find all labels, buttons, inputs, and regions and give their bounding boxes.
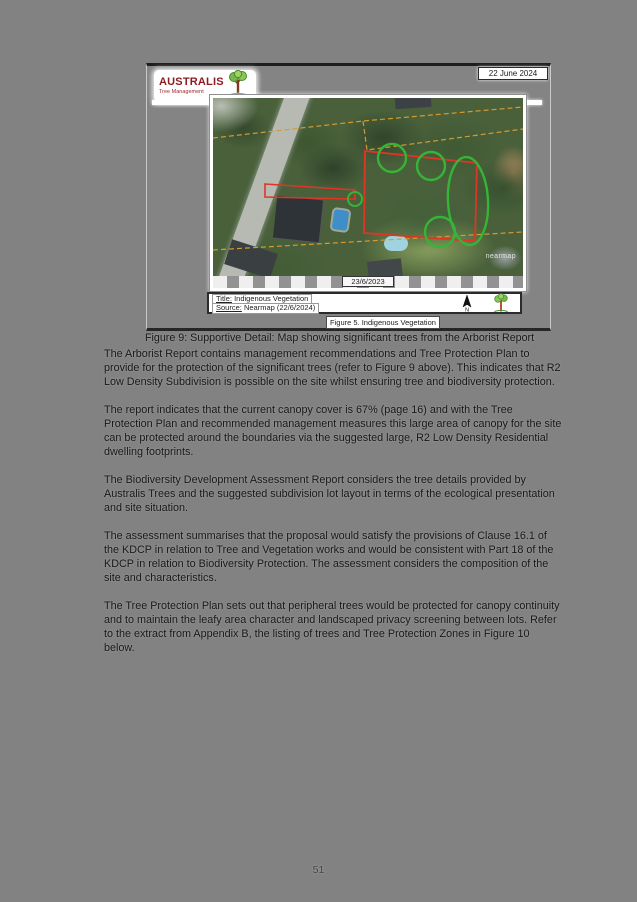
photo-capture-date: 23/6/2023 xyxy=(342,276,394,287)
source-label: Source: xyxy=(216,303,242,312)
page-number: 51 xyxy=(312,864,325,876)
title-label: Title: xyxy=(216,294,232,303)
tree-canopy-circle xyxy=(378,144,406,172)
logo-title: AUSTRALIS xyxy=(159,75,224,88)
paragraph: The Tree Protection Plan sets out that peripheral trees would be protected for canopy continuity and to maintain the leafy area character and landscaped privacy screening between lots. Refer to the extract from Appendix B, the listing of trees and Tree Protection Zones in Figure 10 below. xyxy=(104,600,560,654)
figure5-caption: Figure 5. Indigenous Vegetation xyxy=(326,316,440,329)
arborist-report-figure xyxy=(146,63,551,331)
paragraph: The assessment summarises that the proposal would satisfy the provisions of Clause 16.1 of the KDCP in relation to Tree and Vegetation works and would be consistent with Part 18 of the KDCP in relation to Biodiversity Protection. The assessment considers the composition of the site and characteristics. xyxy=(104,530,554,584)
tree-canopy-ellipse xyxy=(446,156,491,246)
nearmap-watermark: nearmap xyxy=(485,253,516,260)
logo-subtitle: Tree Management xyxy=(159,88,204,95)
map-title-block xyxy=(207,292,522,314)
paragraph: The Arborist Report contains management recommendations and Tree Protection Plan to provide for the protection of the significant trees (refer to Figure 9 above). This indicates that R2 Low Density Subdivision is possible on the site whilst ensuring tree and biodiversity protection. xyxy=(104,348,561,388)
north-arrow-icon xyxy=(458,294,476,312)
figure9-caption: Figure 9: Supportive Detail: Map showing significant trees from the Arborist Report xyxy=(145,332,535,344)
australis-logo-words xyxy=(159,77,224,96)
aerial-map-frame xyxy=(209,94,527,292)
site-boundary xyxy=(265,184,355,199)
cadastral-line xyxy=(213,107,523,138)
title-value: Indigenous Vegetation xyxy=(234,294,309,303)
body-copy xyxy=(104,347,562,669)
paragraph: The Biodiversity Development Assessment Report considers the tree details provided by Australis Trees and the suggested subdivision lot layout in terms of the ecological presentation and site situation. xyxy=(104,474,555,514)
tree-canopy-circle xyxy=(417,152,445,180)
map-timeline-bar xyxy=(213,276,523,288)
report-date: 22 June 2024 xyxy=(478,67,548,80)
source-value: Nearmap (22/6/2024) xyxy=(243,303,316,312)
map-source-row xyxy=(212,303,319,314)
map-annotations xyxy=(213,98,523,276)
paragraph: The report indicates that the current canopy cover is 67% (page 16) and with the Tree Protection Plan and recommended management measures this large area of canopy for the site can be protected around the boundaries via the suggested large, R2 Low Density Residential dwelling footprints. xyxy=(104,404,562,458)
australis-tree-logo-icon xyxy=(486,293,516,313)
aerial-photo xyxy=(213,98,523,276)
svg-text:N: N xyxy=(465,307,469,312)
